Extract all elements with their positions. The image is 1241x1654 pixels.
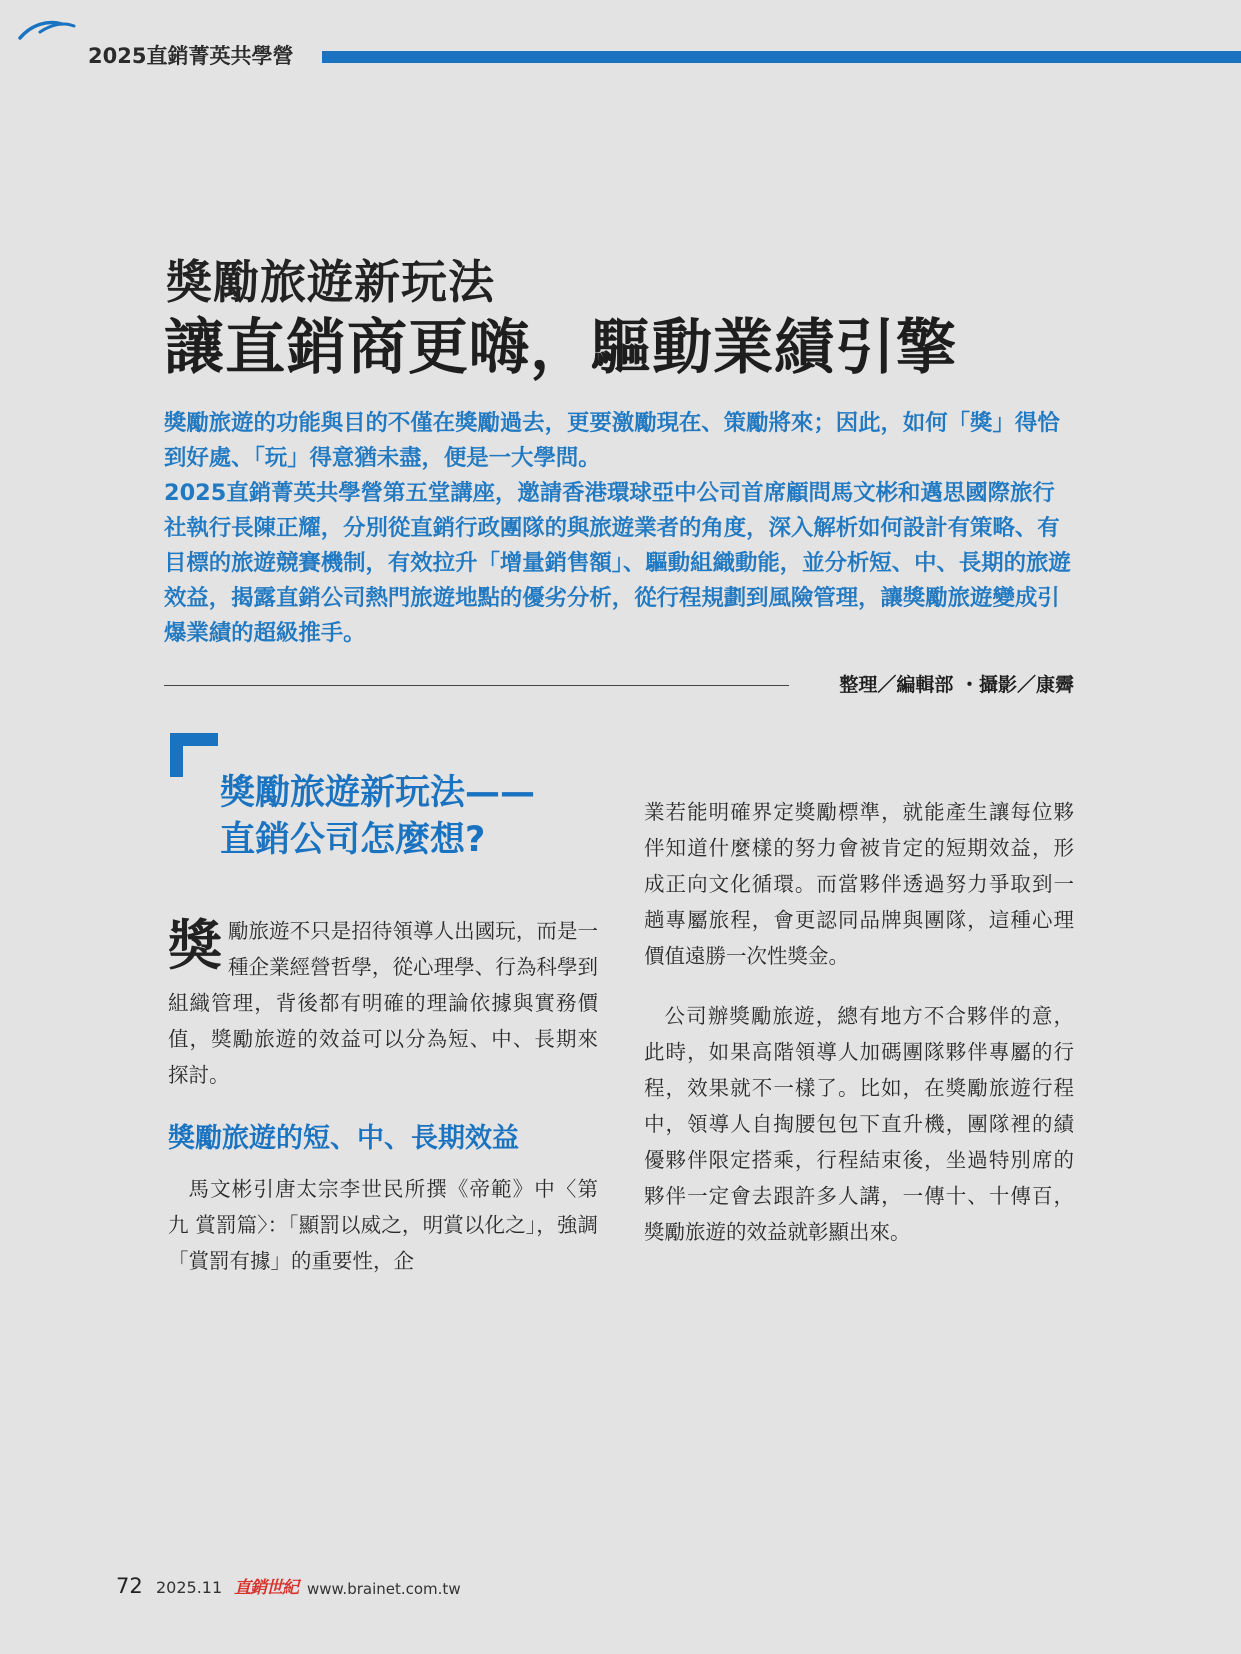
section-heading-line1: 獎勵旅遊新玩法—— [220, 773, 536, 813]
website-link[interactable]: www.brainet.com.tw [307, 1580, 461, 1598]
credit-divider [164, 685, 789, 686]
swoosh-logo-icon [18, 18, 78, 44]
body-paragraph-1 [168, 913, 598, 1093]
body-paragraph-1-text: 勵旅遊不只是招待領導人出國玩，而是一種企業經營哲學，從心理學、行為科學到組織管理，背後都有明確的理論依據與實務價值，獎勵旅遊的效益可以分為短、中、長期來探討。 [168, 919, 598, 1087]
article-credit: 整理／編輯部 ・攝影／康霽 [839, 674, 1074, 696]
article-lead [164, 406, 1076, 651]
body-paragraph-3: 業若能明確界定獎勵標準，就能產生讓每位夥伴知道什麼樣的努力會被肯定的短期效益，形成正向文化循環。而當夥伴透過努力爭取到一趟專屬旅程，會更認同品牌與團隊，這種心理價值遠勝一次性獎金。 [644, 800, 1074, 968]
section-bracket-icon [170, 733, 218, 777]
section-heading-line2: 直銷公司怎麼想? [220, 820, 486, 860]
header-accent-bar [322, 51, 1241, 63]
body-subheading: 獎勵旅遊的短、中、長期效益 [168, 1123, 519, 1154]
magazine-logo: 直銷世紀 [234, 1578, 298, 1598]
article-title-line2: 讓直銷商更嗨，驅動業績引擎 [164, 313, 957, 383]
lead-paragraph-2: 2025直銷菁英共學營第五堂講座，邀請香港環球亞中公司首席顧問馬文彬和邁思國際旅行社執行長陳正耀，分別從直銷行政團隊的與旅遊業者的角度，深入解析如何設計有策略、有目標的旅遊競賽機制，有效拉升「增量銷售額」、驅動組織動能，並分析短、中、長期的旅遊效益，揭露直銷公司熱門旅遊地點的優劣分析，從行程規劃到風險管理，讓獎勵旅遊變成引爆業績的超級推手。 [164, 480, 1071, 646]
body-paragraph-2: 馬文彬引唐太宗李世民所撰《帝範》中〈第九 賞罰篇〉：「顯罰以威之，明賞以化之」，強調「賞罰有據」的重要性，企 [168, 1177, 598, 1273]
series-label: 2025直銷菁英共學營 [88, 44, 294, 68]
body-paragraph-4: 公司辦獎勵旅遊，總有地方不合夥伴的意，此時，如果高階領導人加碼團隊夥伴專屬的行程，效果就不一樣了。比如，在獎勵旅遊行程中，領導人自掏腰包包下直升機，團隊裡的績優夥伴限定搭乘，行程結束後，坐過特別席的夥伴一定會去跟許多人講，一傳十、十傳百，獎勵旅遊的效益就彰顯出來。 [644, 1004, 1074, 1244]
drop-cap: 獎 [168, 914, 222, 977]
issue-date: 2025.11 [156, 1578, 223, 1597]
article-title-line1: 獎勵旅遊新玩法 [166, 255, 495, 309]
body-column-left [168, 913, 598, 1279]
section-heading [220, 770, 535, 864]
lead-paragraph-1: 獎勵旅遊的功能與目的不僅在獎勵過去，更要激勵現在、策勵將來；因此，如何「獎」得恰到好處、「玩」得意猶未盡，便是一大學問。 [164, 410, 1060, 471]
page-number: 72 [116, 1574, 143, 1598]
body-column-right [644, 794, 1074, 1250]
